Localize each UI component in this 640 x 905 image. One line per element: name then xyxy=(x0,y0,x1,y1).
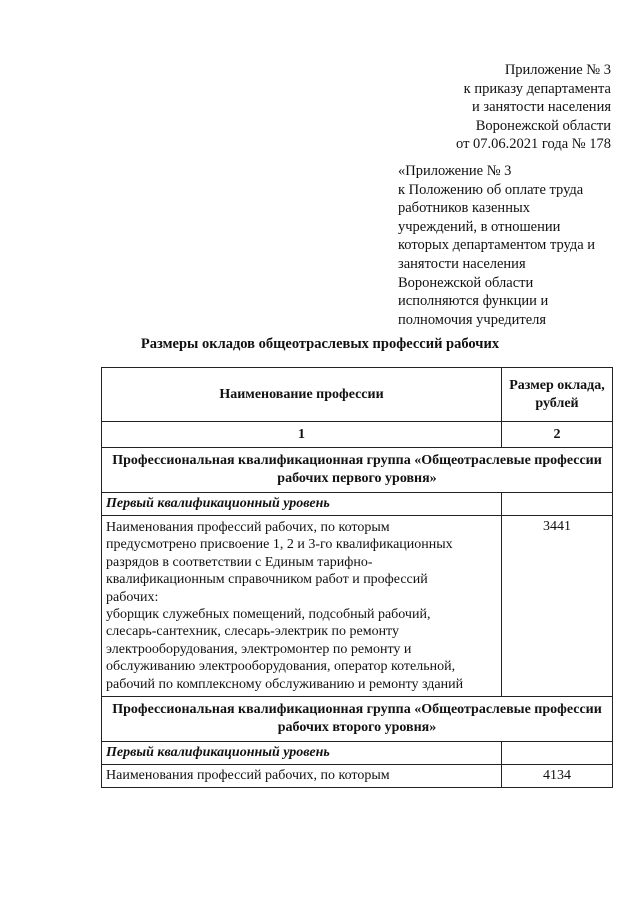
profession-description: Наименования профессий рабочих, по которым xyxy=(102,765,502,788)
level-title: Первый квалификационный уровень xyxy=(102,493,502,516)
profession-row xyxy=(102,516,613,697)
sub-appendix-line: исполняются функции и xyxy=(398,293,549,310)
profession-line: Наименования профессий рабочих, по которым xyxy=(106,520,390,535)
appendix-line: и занятости населения xyxy=(472,99,611,115)
column-number: 2 xyxy=(502,422,613,448)
table-header-row xyxy=(102,368,613,422)
group-row xyxy=(102,448,613,493)
group-title: Профессиональная квалификационная группа «Общеотраслевые профессии рабочих второго уровня» xyxy=(102,697,613,742)
header-salary: Размер оклада, рублей xyxy=(502,368,613,422)
header-profession: Наименование профессии xyxy=(102,368,502,422)
sub-appendix-line: работников казенных xyxy=(398,200,530,217)
profession-line: предусмотрено присвоение 1, 2 и 3-го квалификационных xyxy=(106,537,453,553)
group-title: Профессиональная квалификационная группа «Общеотраслевые профессии рабочих первого уровня» xyxy=(102,448,613,493)
column-number-row xyxy=(102,422,613,448)
profession-line: обслуживанию электрооборудования, оператор котельной, xyxy=(106,659,456,675)
empty-cell xyxy=(502,742,613,765)
salary-table xyxy=(101,367,613,788)
appendix-line: Воронежской области xyxy=(475,117,611,134)
appendix-header xyxy=(351,61,611,154)
salary-value: 4134 xyxy=(502,765,613,788)
sub-appendix-block xyxy=(398,162,628,329)
sub-appendix-line: которых департаментом труда и xyxy=(398,237,596,254)
profession-line: электрооборудования, электромонтер по ремонту и xyxy=(106,641,412,657)
sub-appendix-line: учреждений, в отношении xyxy=(398,218,561,235)
profession-line: уборщик служебных помещений, подсобный рабочий, xyxy=(106,607,431,623)
profession-line: слесарь-сантехник, слесарь-электрик по ремонту xyxy=(106,624,399,640)
profession-description xyxy=(102,516,502,697)
profession-line: рабочий по комплексному обслуживанию и ремонту зданий xyxy=(106,676,464,692)
document-title: Размеры окладов общеотраслевых профессий рабочих xyxy=(140,336,500,352)
sub-appendix-line: Воронежской области xyxy=(398,274,534,291)
salary-value: 3441 xyxy=(502,516,613,697)
sub-appendix-line: к Положению об оплате труда xyxy=(398,181,584,198)
column-number: 1 xyxy=(102,422,502,448)
group-row xyxy=(102,697,613,742)
profession-row xyxy=(102,765,613,788)
level-row xyxy=(102,742,613,765)
level-row xyxy=(102,493,613,516)
profession-line: разрядов в соответствии с Единым тарифно- xyxy=(106,554,373,570)
profession-line: рабочих: xyxy=(106,589,159,605)
appendix-line: от 07.06.2021 года № 178 xyxy=(456,136,611,152)
appendix-line: к приказу департамента xyxy=(463,80,611,97)
sub-appendix-line: занятости населения xyxy=(398,255,526,272)
empty-cell xyxy=(502,493,613,516)
appendix-line: Приложение № 3 xyxy=(504,62,611,78)
level-title: Первый квалификационный уровень xyxy=(102,742,502,765)
profession-line: квалификационным справочником работ и профессий xyxy=(106,572,428,588)
sub-appendix-line: «Приложение № 3 xyxy=(398,163,512,179)
sub-appendix-line: полномочия учредителя xyxy=(398,311,547,328)
